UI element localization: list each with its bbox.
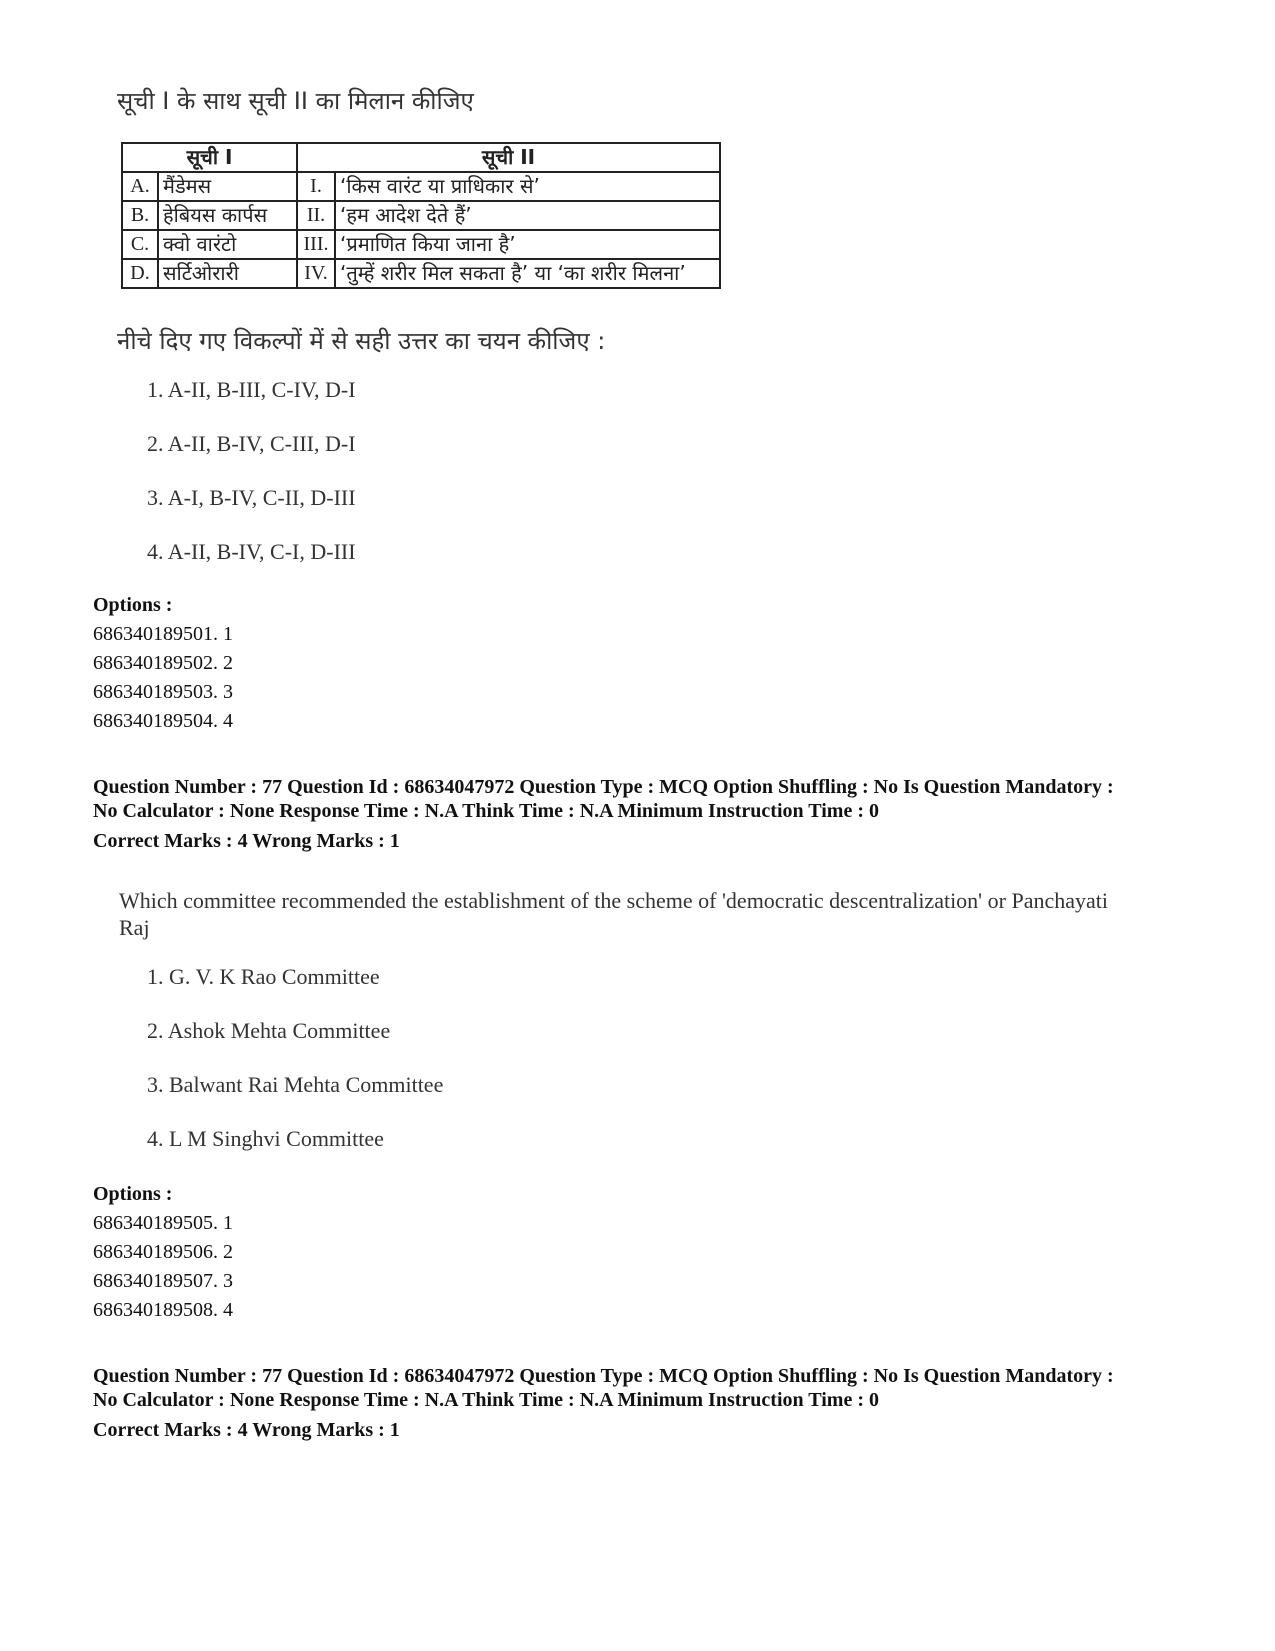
row-key: D. [122,259,158,288]
table-row [122,201,720,230]
q2-meta-line-2: No Calculator : None Response Time : N.A Think Time : N.A Minimum Instruction Time : 0 [93,800,879,822]
q2-choice-4: 4. L M Singhvi Committee [147,1126,384,1151]
q2-option-3: 686340189507. 3 [93,1270,233,1292]
q3-meta-line-2: No Calculator : None Response Time : N.A Think Time : N.A Minimum Instruction Time : 0 [93,1389,879,1411]
q2-option-1: 686340189505. 1 [93,1212,233,1234]
table-row [122,172,720,201]
q2-choice-3: 3. Balwant Rai Mehta Committee [147,1072,444,1097]
q2-option-2: 686340189506. 2 [93,1241,233,1263]
q1-choice-1: 1. A-II, B-III, C-IV, D-I [147,377,356,402]
q1-options-label: Options : [93,594,173,616]
q1-option-2: 686340189502. 2 [93,652,233,674]
q1-option-3: 686340189503. 3 [93,681,233,703]
row-num: II. [297,201,335,230]
row-num: I. [297,172,335,201]
q2-choice-1: 1. G. V. K Rao Committee [147,964,380,989]
table-row [122,259,720,288]
q2-option-4: 686340189508. 4 [93,1299,233,1321]
table-header-row [122,143,720,172]
row-item: मैंडेमस [158,172,297,201]
table-row [122,230,720,259]
row-item: हेबियस कार्पस [158,201,297,230]
match-table [121,142,721,289]
q1-choice-3: 3. A-I, B-IV, C-II, D-III [147,485,356,510]
q3-meta-line-1: Question Number : 77 Question Id : 68634047972 Question Type : MCQ Option Shuffling : No Is Question Mandatory : [93,1365,1114,1387]
row-key: B. [122,201,158,230]
row-item: क्वो वारंटो [158,230,297,259]
row-desc: ‘किस वारंट या प्राधिकार से’ [335,172,720,201]
q2-choice-2: 2. Ashok Mehta Committee [147,1018,391,1043]
q2-marks: Correct Marks : 4 Wrong Marks : 1 [93,830,400,852]
row-key: A. [122,172,158,201]
q1-choice-4: 4. A-II, B-IV, C-I, D-III [147,539,356,564]
q1-option-4: 686340189504. 4 [93,710,233,732]
question-1-title: सूची I के साथ सूची II का मिलान कीजिए [117,87,474,115]
question-1-instruction: नीचे दिए गए विकल्पों में से सही उत्तर का चयन कीजिए : [117,327,606,355]
row-desc: ‘प्रमाणित किया जाना है’ [335,230,720,259]
q1-choice-2: 2. A-II, B-IV, C-III, D-I [147,431,356,456]
row-desc: ‘तुम्हें शरीर मिल सकता है’ या ‘का शरीर मिलना’ [335,259,720,288]
q2-meta-line-1: Question Number : 77 Question Id : 68634047972 Question Type : MCQ Option Shuffling : No Is Question Mandatory : [93,776,1114,798]
q1-option-1: 686340189501. 1 [93,623,233,645]
list-1-header: सूची I [122,143,297,172]
row-desc: ‘हम आदेश देते हैं’ [335,201,720,230]
question-2-text: Which committee recommended the establishment of the scheme of 'democratic descentralization' or Panchayati Raj [119,888,1108,940]
row-item: सर्टिओरारी [158,259,297,288]
q3-marks: Correct Marks : 4 Wrong Marks : 1 [93,1419,400,1441]
row-num: IV. [297,259,335,288]
list-2-header: सूची II [297,143,720,172]
q2-options-label: Options : [93,1183,173,1205]
row-key: C. [122,230,158,259]
row-num: III. [297,230,335,259]
